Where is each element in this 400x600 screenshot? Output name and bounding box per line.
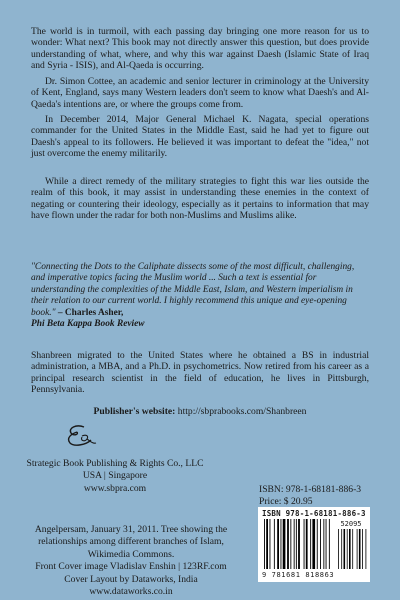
- barcode-bar: [266, 519, 268, 569]
- quote-text: "Connecting the Dots to the Caliphate dissects some of the most difficult, challenging, and imperative topics facing the Muslim world ... Such a text is essential for understanding the complexities of the Middle East, Islam, and Western imperialism in their relation to our current world. I highly recommend this unique and eye-opening book.": [31, 262, 355, 318]
- image-credits: [31, 524, 231, 598]
- barcode-bar: [287, 519, 289, 569]
- quote-attribution: – Charles Asher,: [57, 307, 124, 318]
- blurb-paragraph-2: Dr. Simon Cottee, an academic and senior lecturer in criminology at the University of Kent, England, says many Western leaders don't seem to know what Daesh's and Al-Qaeda's intentions are, or where the groups come from.: [31, 76, 369, 110]
- barcode-addon-bar: [357, 529, 358, 569]
- barcode-bar: [277, 519, 279, 569]
- price-label: Price: $ 20.95: [259, 496, 313, 508]
- barcode-bar: [298, 519, 300, 569]
- barcode-addon-bar: [347, 529, 348, 569]
- publisher-info: [25, 458, 205, 495]
- review-quote: [31, 262, 369, 330]
- barcode-bar: [323, 519, 324, 569]
- barcode-bar: [304, 519, 305, 569]
- blurb-paragraph-4: While a direct remedy of the military strategies to fight this war lies outside the realm of this book, it may assist in understanding these enemies in the context of negating or countering their ideology, especially as it pertains to information that may have flown under the radar for both non-Muslims and Muslims alike.: [31, 176, 369, 222]
- barcode-addon-bar: [362, 529, 363, 569]
- barcode-addon-bar: [366, 529, 367, 569]
- credit-line: Wikimedia Commons.: [87, 548, 175, 560]
- barcode-bar: [310, 519, 311, 569]
- publisher-location: USA | Singapore: [82, 470, 148, 482]
- website-url[interactable]: http://sbprabooks.com/Shanbreen: [177, 406, 307, 417]
- barcode-bar: [283, 519, 286, 569]
- barcode-bar: [317, 519, 318, 569]
- barcode-addon-bar: [344, 529, 346, 569]
- publisher-site[interactable]: www.sbpra.com: [83, 482, 147, 494]
- sbp-monogram-logo-icon: [62, 423, 98, 449]
- credit-line: Cover Layout by Dataworks, India: [64, 573, 198, 585]
- credit-line: Front Cover image Vladislav Enshin | 123RF.com: [35, 561, 227, 573]
- barcode-bar: [274, 519, 275, 569]
- barcode-bar: [329, 519, 330, 569]
- credit-line: relationships among different branches of Islam,: [38, 536, 224, 548]
- credit-line: www.dataworks.co.in: [89, 586, 173, 598]
- blurb-paragraph-1: The world is in turmoil, with each passing day bringing one more reason for us to wonder: What next? This book may not directly answer this question, but does provide understanding of what, where, and why this war against Daesh (Islamic State of Iraq and Syria - ISIS), and Al-Qaeda is occurring.: [31, 26, 369, 72]
- barcode-bar: [326, 519, 327, 569]
- barcode-addon-bar: [338, 529, 339, 569]
- barcode-bar: [290, 519, 291, 569]
- barcode-bar: [312, 519, 315, 569]
- barcode-addon-bar: [352, 529, 353, 569]
- credit-line: Angelpersam, January 31, 2011. Tree showing the: [34, 524, 228, 535]
- barcode-digits: 9 781681 818863: [262, 571, 335, 579]
- barcode-bar: [270, 519, 271, 569]
- isbn-price-info: [259, 484, 379, 508]
- barcode-bar: [281, 519, 282, 569]
- barcode-bar: [306, 519, 308, 569]
- barcode-bar: [294, 519, 295, 569]
- publisher-website-line: [0, 406, 400, 417]
- barcode-isbn-text: ISBN 978-1-68181-886-3: [262, 509, 366, 518]
- barcode-bar: [296, 519, 297, 569]
- barcode-bar: [320, 519, 321, 569]
- author-bio: Shanbreen migrated to the United States where he obtained a BS in industrial administration, a MBA, and a Ph.D. in psychometrics. Now retired from his career as a principal research scientist in the field of education, he lives in Pittsburgh, Pennsylvania.: [31, 350, 369, 396]
- barcode-addon-digits: 52095: [340, 520, 362, 528]
- website-label: Publisher's website:: [93, 406, 176, 417]
- barcode-addon-bar: [359, 529, 361, 569]
- barcode: [258, 507, 370, 582]
- barcode-addon-bar: [341, 529, 342, 569]
- barcode-bar: [264, 519, 265, 569]
- barcode-addon-bar: [349, 529, 351, 569]
- quote-source: Phi Beta Kappa Book Review: [31, 319, 145, 330]
- blurb-paragraph-3: In December 2014, Major General Michael K. Nagata, special operations commander for the United States in the Middle East, said he had yet to figure out Daesh's appeal to its followers. He believed it was important to defeat the "idea," not just overcome the enemy militarily.: [31, 114, 369, 160]
- publisher-name: Strategic Book Publishing & Rights Co., LLC: [26, 458, 204, 469]
- isbn-label: ISBN: 978-1-68181-886-3: [259, 484, 362, 495]
